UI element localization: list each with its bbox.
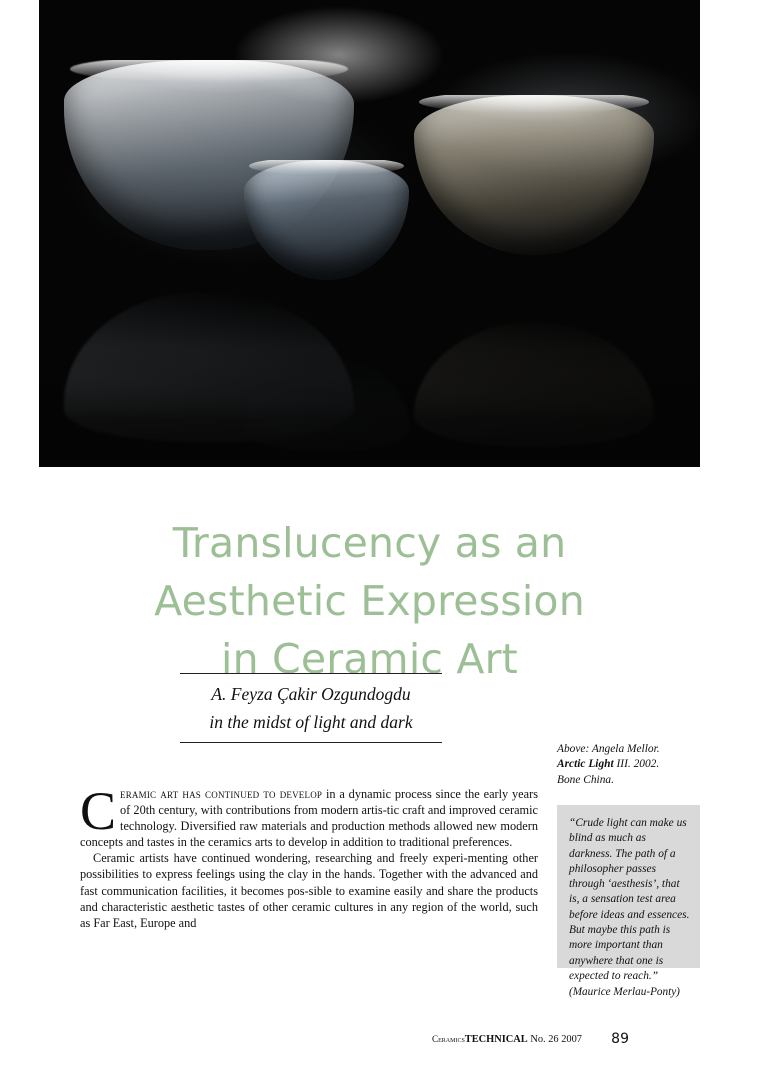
article-title-line-1: Translucency as an — [172, 519, 567, 568]
author-name: A. Feyza Çakir Ozgundogdu — [211, 684, 411, 704]
photo-floor-gradient — [39, 347, 700, 467]
caption-work-title: Arctic Light — [557, 758, 614, 771]
journal-name-bold: TECHNICAL — [464, 1034, 528, 1045]
caption-work-detail: III. 2002. — [613, 758, 660, 771]
hero-photograph — [39, 0, 700, 467]
article-title-line-3: in Ceramic Art — [221, 635, 518, 684]
page-number: 89 — [611, 1031, 629, 1047]
article-title — [39, 514, 700, 688]
bowl-right-shape — [414, 95, 654, 255]
byline-rule-top — [180, 673, 442, 674]
journal-name-smallcaps: Ceramics — [431, 1034, 465, 1044]
article-subtitle: in the midst of light and dark — [209, 712, 413, 732]
journal-imprint — [432, 1034, 582, 1045]
byline-block — [156, 673, 466, 743]
journal-issue: No. 26 2007 — [527, 1034, 582, 1045]
pull-quote-attribution: (Maurice Merlau-Ponty) — [569, 986, 680, 999]
pull-quote-box — [557, 805, 700, 999]
pull-quote-text: “Crude light can make us blind as much as darkness. The path of a philosopher passes through ‘aesthesis’, that is, a sensation test area before ideas and essences. But maybe this path is more important than anywhere that one is expected to reach.” — [569, 817, 690, 982]
drop-cap: C — [80, 781, 117, 841]
body-paragraph-1-smallcaps: eramic art has continued to develop — [120, 787, 323, 801]
body-paragraph-1 — [80, 781, 538, 850]
caption-lead: Above: Angela Mellor. — [557, 743, 660, 755]
byline-rule-bottom — [180, 742, 442, 743]
body-paragraph-2: Ceramic artists have continued wondering, researching and freely experi‑menting other possibilities to express feelings using the clay in the hands. Together with the advanced and fast communication facilities, it becomes pos‑sible to examine easily and share the products and characteristic aesthetic tastes of other ceramic cultures in any region of the world, such as Far East, Europe and — [80, 851, 538, 930]
page-footer — [39, 1031, 700, 1053]
body-text-column — [80, 781, 538, 931]
body-paragraph-1-rest: in a dynamic process since the early years of 20th century, with contributions from modern artis‑tic craft and improved ceramic technology. Diversified raw materials and production methods allowed new modern concepts and tastes in the ceramics arts to develop in addition to traditional preferences. — [80, 787, 538, 850]
figure-caption — [557, 742, 700, 788]
article-title-line-2: Aesthetic Expression — [154, 577, 585, 626]
caption-material: Bone China. — [557, 773, 614, 786]
